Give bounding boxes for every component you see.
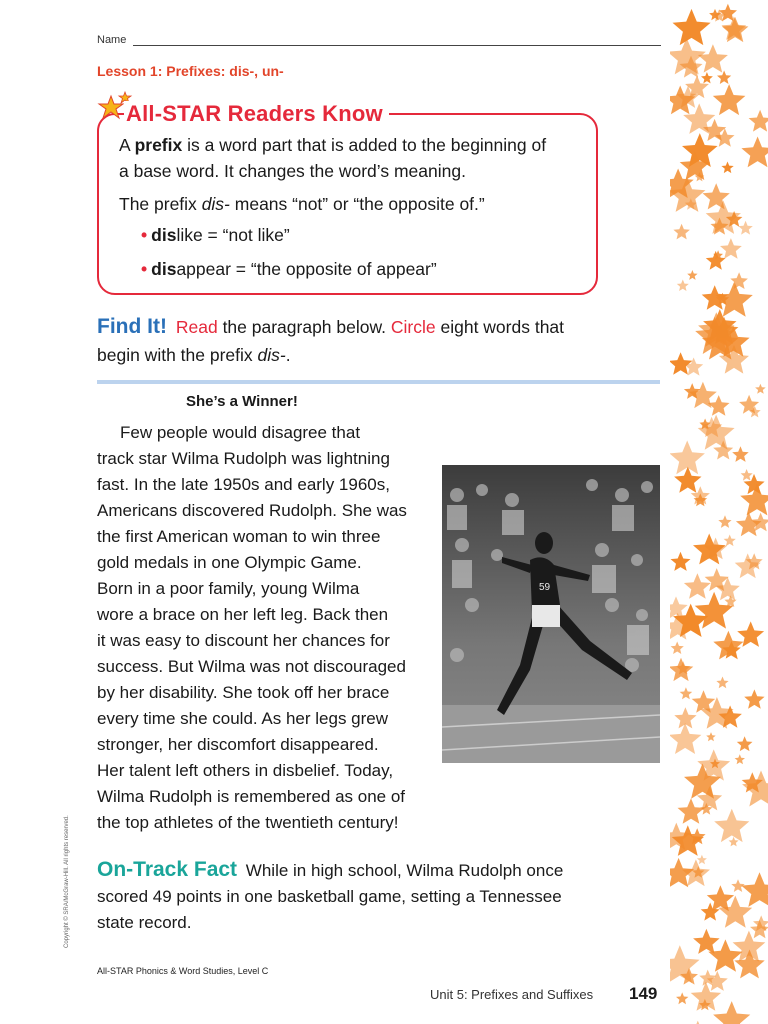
box-line-1-post: is a word part that is added to the beginning of xyxy=(182,135,547,155)
star-icon xyxy=(731,879,744,892)
ontrack-line-1 xyxy=(97,857,563,884)
story-line: the top athletes of the twentieth century! xyxy=(97,813,399,832)
star-icon xyxy=(732,446,749,462)
star-icon xyxy=(749,110,768,132)
athlete-photo-drawing xyxy=(442,465,660,763)
story-line: track star Wilma Rudolph was lightning xyxy=(97,449,390,468)
star-icon xyxy=(677,280,689,292)
star-icon xyxy=(695,592,734,629)
star-icon xyxy=(716,282,753,317)
name-label: Name xyxy=(97,34,127,46)
story-line: by her disability. She took off her brace xyxy=(97,683,390,702)
name-line[interactable] xyxy=(133,45,661,46)
findit-read: Read xyxy=(175,317,218,337)
star-icon xyxy=(670,723,701,754)
star-icon xyxy=(724,535,736,547)
star-icon xyxy=(720,238,742,259)
star-icon xyxy=(741,872,768,907)
star-icon xyxy=(755,384,766,394)
star-icon xyxy=(706,251,726,270)
star-icon xyxy=(721,162,733,174)
star-icon xyxy=(680,687,693,699)
svg-text:59: 59 xyxy=(539,582,551,593)
findit-line-2-pre: begin with the prefix xyxy=(97,345,258,365)
unit-title-footer: Unit 5: Prefixes and Suffixes xyxy=(430,987,594,1002)
star-icon xyxy=(692,1021,704,1024)
findit-post: eight words that xyxy=(435,317,565,337)
box-line-1-pre: A xyxy=(119,135,135,155)
bullet-dot: • xyxy=(141,259,148,279)
story-line: gold medals in one Olympic Game. xyxy=(97,553,362,572)
star-icon xyxy=(671,642,684,655)
star-icon xyxy=(735,553,761,578)
page-number: 149 xyxy=(629,984,658,1003)
story-line: Few people would disagree that xyxy=(120,423,361,442)
star-icon xyxy=(706,732,716,741)
story-line: it was easy to discount her chances for xyxy=(97,631,390,650)
story-line: wore a brace on her left leg. Back then xyxy=(97,605,389,624)
star-icon xyxy=(718,515,731,528)
bullet-2-rest: appear = “the opposite of appear” xyxy=(176,259,437,279)
box-line-3-pre: The prefix xyxy=(119,194,202,214)
ontrack-line-2: scored 49 points in one basketball game, setting a Tennessee xyxy=(97,887,562,906)
star-icon xyxy=(673,9,711,45)
lesson-title: Lesson 1: Prefixes: dis-, un- xyxy=(97,63,284,79)
story-line: Americans discovered Rudolph. She was xyxy=(97,501,407,520)
story-line: success. But Wilma was not discouraged xyxy=(97,657,406,676)
star-icon xyxy=(708,395,730,416)
name-field[interactable] xyxy=(97,32,661,50)
star-icon xyxy=(676,992,688,1004)
book-title-footer: All-STAR Phonics & Word Studies, Level C xyxy=(97,966,269,976)
story-line: every time she could. As her legs grew xyxy=(97,709,389,728)
bullet-dot: • xyxy=(141,225,148,245)
athlete-photo xyxy=(442,465,660,763)
box-line-2: a base word. It changes the word’s meaning. xyxy=(119,161,466,181)
box-line-3-italic: dis- xyxy=(201,194,230,214)
section-divider xyxy=(97,380,660,384)
star-icon xyxy=(744,689,764,708)
story-line: Her talent left others in disbelief. Today, xyxy=(97,761,394,780)
star-icon xyxy=(670,596,688,618)
star-icon xyxy=(738,221,753,235)
story-line: fast. In the late 1950s and early 1960s, xyxy=(97,475,390,494)
star-icon xyxy=(697,855,707,865)
star-icon xyxy=(713,1001,750,1024)
story-line: Born in a poor family, young Wilma xyxy=(97,579,360,598)
story-line: Wilma Rudolph is remembered as one of xyxy=(97,787,406,806)
copyright-notice: Copyright © SRA/McGraw-Hill. All rights reserved. xyxy=(64,815,70,948)
star-icon xyxy=(703,183,730,209)
box-line-3-post: means “not” or “the opposite of.” xyxy=(229,194,485,214)
star-icon xyxy=(735,754,745,764)
star-icon xyxy=(736,512,762,536)
star-icon xyxy=(713,441,733,460)
bullet-2-prefix: dis xyxy=(151,259,177,279)
star-icon xyxy=(713,84,746,115)
findit-mid: the paragraph below. xyxy=(217,317,391,337)
star-icon xyxy=(698,44,728,72)
box-line-3 xyxy=(119,191,485,217)
bullet-disappear xyxy=(141,259,437,280)
story-line: the first American woman to win three xyxy=(97,527,381,546)
box-line-1 xyxy=(119,132,546,158)
bullet-dislike xyxy=(141,225,290,246)
star-icon xyxy=(722,17,749,42)
ontrack-heading: On-Track Fact xyxy=(97,858,238,881)
findit-heading: Find It! xyxy=(97,315,167,338)
box-title: All-STAR Readers Know xyxy=(124,101,389,127)
findit-instruction xyxy=(97,315,564,339)
star-icon xyxy=(701,72,713,83)
star-icon xyxy=(673,224,690,240)
findit-line-2-italic: dis- xyxy=(257,345,286,365)
star-icon xyxy=(693,929,720,954)
findit-line-2-post: . xyxy=(285,345,291,365)
star-icon xyxy=(737,736,753,751)
story-title: She’s a Winner! xyxy=(186,393,298,410)
star-icon xyxy=(678,798,705,824)
star-icon xyxy=(741,137,768,168)
ontrack-line-3: state record. xyxy=(97,913,192,932)
bullet-1-rest: like = “not like” xyxy=(176,225,290,245)
prefix-term: prefix xyxy=(134,135,183,155)
findit-circle: Circle xyxy=(390,317,436,337)
findit-instruction-line-2 xyxy=(97,345,291,366)
star-icon xyxy=(716,677,728,689)
ontrack-text-1: While in high school, Wilma Rudolph once xyxy=(245,861,564,880)
star-border-decoration xyxy=(670,0,768,1024)
star-icon xyxy=(671,552,691,571)
star-icon xyxy=(714,809,749,842)
story-line: stronger, her discomfort disappeared. xyxy=(97,735,379,754)
bullet-1-prefix: dis xyxy=(151,225,177,245)
star-icon xyxy=(687,270,697,280)
star-icon xyxy=(717,71,731,85)
star-icon xyxy=(741,469,753,481)
